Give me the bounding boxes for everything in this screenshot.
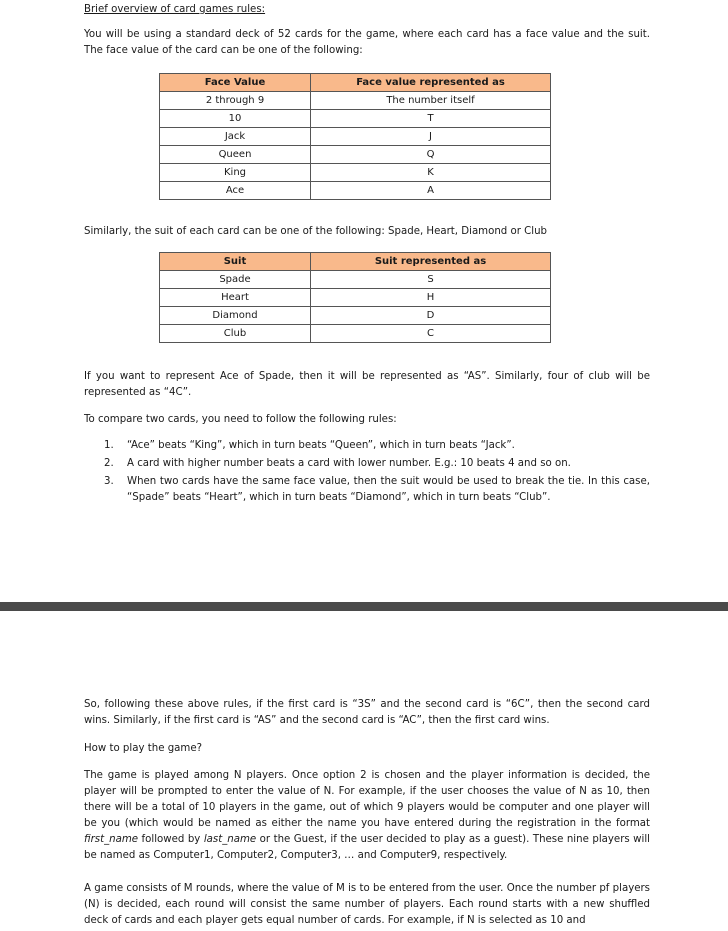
table-row bbox=[160, 92, 551, 110]
table-row bbox=[160, 128, 551, 146]
table-row bbox=[160, 307, 551, 325]
table-cell: D bbox=[311, 307, 551, 325]
suit-intro-paragraph: Similarly, the suit of each card can be one of the following: Spade, Heart, Diamond or Club bbox=[84, 226, 548, 237]
table-cell: 2 through 9 bbox=[160, 92, 311, 110]
table-header-cell: Face value represented as bbox=[311, 74, 551, 92]
list-text: When two cards have the same face value, then the suit would be used to break the tie. In this case, “Spade” beats “Heart”, which in turn beats “Diamond”, which in turn beats “Club”. bbox=[127, 476, 650, 503]
table-cell: Jack bbox=[160, 128, 311, 146]
table-cell: Ace bbox=[160, 182, 311, 200]
table-cell: K bbox=[311, 164, 551, 182]
table-cell: A bbox=[311, 182, 551, 200]
compare-intro-paragraph: To compare two cards, you need to follow the following rules: bbox=[84, 414, 397, 425]
table-header-row bbox=[160, 253, 551, 271]
list-text: A card with higher number beats a card with lower number. E.g.: 10 beats 4 and so on. bbox=[127, 458, 571, 469]
last-name-term: last_name bbox=[203, 834, 257, 845]
table-cell: The number itself bbox=[311, 92, 551, 110]
table-cell: 10 bbox=[160, 110, 311, 128]
page-break-divider bbox=[0, 602, 728, 611]
list-number: 3. bbox=[104, 476, 114, 487]
table-row bbox=[160, 182, 551, 200]
list-item bbox=[84, 474, 650, 506]
list-number: 1. bbox=[104, 440, 114, 451]
table-cell: Heart bbox=[160, 289, 311, 307]
table-cell: Diamond bbox=[160, 307, 311, 325]
intro-paragraph: You will be using a standard deck of 52 cards for the game, where each card has a face value and the suit. The face value of the card can be one of the following: bbox=[84, 29, 650, 56]
list-text: “Ace” beats “King”, which in turn beats “Queen”, which in turn beats “Jack”. bbox=[127, 440, 515, 451]
table-cell: T bbox=[311, 110, 551, 128]
text-segment: or the Guest, if the user decided to play as a guest). These nine players will be named as Computer1, Computer2, Computer3, … and Computer9, respectively. bbox=[84, 834, 650, 861]
table-row bbox=[160, 289, 551, 307]
list-item bbox=[84, 438, 650, 454]
table-cell: C bbox=[311, 325, 551, 343]
table-cell: Queen bbox=[160, 146, 311, 164]
table-header-cell: Suit bbox=[160, 253, 311, 271]
table-row bbox=[160, 325, 551, 343]
table-cell: H bbox=[311, 289, 551, 307]
list-item bbox=[84, 456, 650, 472]
how-to-play-heading: How to play the game? bbox=[84, 743, 203, 754]
text-segment: The game is played among N players. Once option 2 is chosen and the player information is decided, the player will be prompted to enter the value of N. For example, if the user chooses the value of N as 10, then there will be a total of 10 players in the game, out of which 9 players would be computer and one player will be you (which would be named as either the name you have entered during the registration in the format bbox=[84, 770, 650, 829]
table-row bbox=[160, 164, 551, 182]
table-cell: S bbox=[311, 271, 551, 289]
comparison-rules-list bbox=[84, 438, 650, 508]
game-players-paragraph bbox=[84, 768, 650, 864]
table-cell: King bbox=[160, 164, 311, 182]
game-rounds-paragraph: A game consists of M rounds, where the value of M is to be entered from the user. Once the number pf players (N) is decided, each round will consist the same number of players. Each round starts with a new shuffled deck of cards and each player gets equal number of cards. For example, if N is selected as 10 and bbox=[84, 883, 650, 926]
suit-table bbox=[159, 252, 551, 343]
table-header-cell: Suit represented as bbox=[311, 253, 551, 271]
section-heading: Brief overview of card games rules: bbox=[84, 4, 266, 15]
table-cell: Q bbox=[311, 146, 551, 164]
first-name-term: first_name bbox=[84, 834, 139, 845]
table-header-cell: Face Value bbox=[160, 74, 311, 92]
table-header-row bbox=[160, 74, 551, 92]
table-cell: J bbox=[311, 128, 551, 146]
document-page-2 bbox=[0, 611, 728, 931]
table-row bbox=[160, 146, 551, 164]
list-number: 2. bbox=[104, 458, 114, 469]
table-row bbox=[160, 271, 551, 289]
table-cell: Spade bbox=[160, 271, 311, 289]
table-cell: Club bbox=[160, 325, 311, 343]
represent-paragraph: If you want to represent Ace of Spade, then it will be represented as “AS”. Similarly, four of club will be represented as “4C”. bbox=[84, 371, 650, 398]
table-row bbox=[160, 110, 551, 128]
example-paragraph: So, following these above rules, if the first card is “3S” and the second card is “6C”, then the second card wins. Similarly, if the first card is “AS” and the second card is “AC”, then the first card wins. bbox=[84, 699, 650, 726]
face-value-table bbox=[159, 73, 551, 200]
text-segment: followed by bbox=[138, 834, 204, 845]
